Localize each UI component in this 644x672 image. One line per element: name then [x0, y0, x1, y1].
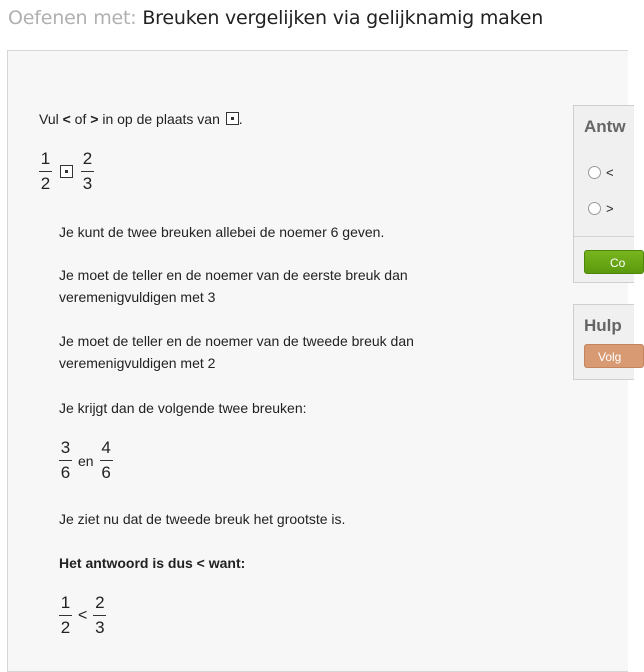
solution-step-1: Je kunt de twee breuken allebei de noemer 6 geven.	[59, 224, 385, 240]
dotted-box-icon	[60, 165, 73, 178]
instruction-mid: of	[70, 111, 91, 127]
instruction-punct: .	[238, 111, 243, 127]
denominator: 6	[60, 463, 71, 482]
radio-button[interactable]	[588, 202, 601, 215]
instruction-start: Vul	[39, 111, 63, 127]
answer-box-title: Antw	[584, 117, 626, 136]
help-box-title: Hulp	[584, 316, 622, 335]
final-comparison	[59, 593, 106, 638]
numerator: 4	[101, 438, 111, 457]
title-text: Breuken vergelijken via gelijknamig maken	[142, 7, 544, 29]
page-title	[8, 7, 543, 29]
fraction-one-half	[39, 149, 52, 194]
solution-step-4: Je krijgt dan de volgende twee breuken:	[59, 400, 307, 416]
denominator: 2	[60, 618, 71, 637]
instruction-gt: >	[90, 111, 99, 127]
solution-step-5: Je ziet nu dat de tweede breuk het grootste is.	[59, 511, 346, 527]
radio-button[interactable]	[588, 166, 601, 179]
fraction-two-thirds	[81, 149, 94, 194]
option-label: <	[606, 165, 614, 180]
numerator: 2	[95, 593, 105, 612]
numerator: 1	[40, 149, 51, 168]
option-label: >	[606, 201, 614, 216]
help-box	[573, 304, 634, 380]
question-expression	[39, 149, 94, 194]
instruction-lt: <	[62, 111, 71, 127]
fraction-three-sixths	[59, 438, 72, 483]
answer-option-greater-than[interactable]	[588, 201, 614, 216]
check-answer-button[interactable]: Co	[584, 250, 644, 274]
instruction-end: in op de plaats van	[98, 111, 220, 127]
next-hint-button[interactable]: Volg	[584, 344, 644, 368]
numerator: 3	[60, 438, 71, 457]
answer-option-less-than[interactable]	[588, 165, 614, 180]
title-prefix: Oefenen met:	[8, 7, 137, 29]
denominator: 3	[82, 174, 93, 193]
answer-box	[573, 105, 634, 283]
answer-box-divider	[574, 236, 634, 237]
dotted-box-icon	[226, 112, 239, 125]
solution-step-3: Je moet de teller en de noemer van de tweede breuk dan veremenigvuldigen met 2	[59, 333, 414, 371]
equivalent-fractions	[59, 438, 113, 483]
less-than-sign: <	[78, 606, 88, 624]
instruction	[39, 111, 243, 127]
denominator: 3	[95, 618, 105, 637]
numerator: 1	[60, 593, 71, 612]
and-word: en	[78, 452, 94, 469]
fraction-one-half	[59, 593, 72, 638]
solution-conclusion: Het antwoord is dus < want:	[59, 555, 246, 571]
fraction-two-thirds	[93, 593, 106, 638]
numerator: 2	[82, 149, 93, 168]
denominator: 6	[101, 463, 111, 482]
fraction-four-sixths	[100, 438, 113, 483]
solution-step-2: Je moet de teller en de noemer van de eerste breuk dan veremenigvuldigen met 3	[59, 267, 408, 305]
denominator: 2	[40, 174, 51, 193]
exercise-panel	[7, 50, 628, 672]
